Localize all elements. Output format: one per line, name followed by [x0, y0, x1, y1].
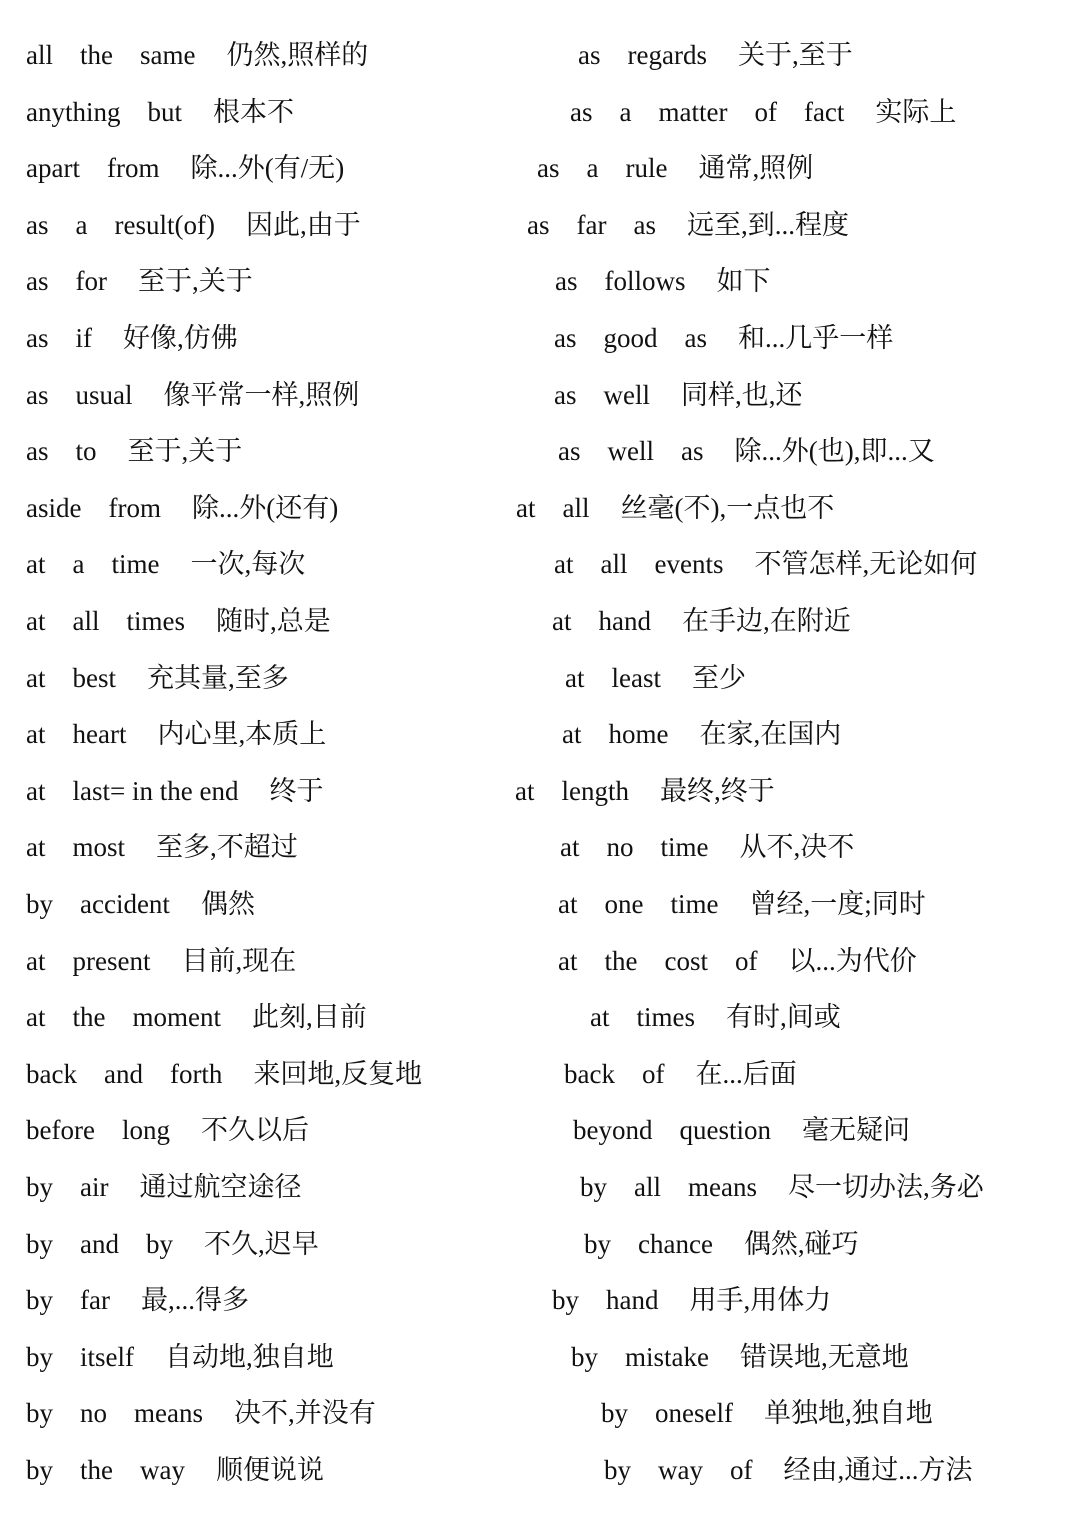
phrase-row	[0, 763, 1080, 819]
chinese-meaning: 经由,通过...方法	[783, 1455, 973, 1485]
english-word: if	[75, 323, 92, 353]
chinese-meaning: 因此,由于	[245, 209, 361, 240]
chinese-meaning: 以...为代价	[788, 945, 917, 976]
chinese-meaning: 除...外(也),即...又	[734, 436, 935, 467]
chinese-meaning: 不管怎样,无论如何	[754, 549, 978, 580]
english-word: at	[515, 775, 535, 806]
chinese-meaning: 充其量,至多	[147, 662, 289, 693]
english-word: but	[147, 96, 183, 127]
left-phrase-entry	[26, 1442, 324, 1498]
english-word: one	[604, 889, 644, 919]
english-word: at	[26, 945, 46, 976]
left-phrase-entry	[26, 650, 289, 706]
english-word: as	[555, 266, 578, 297]
english-word: at	[26, 549, 46, 580]
chinese-meaning: 不久,迟早	[203, 1228, 319, 1259]
phrase-row	[0, 1385, 1080, 1441]
chinese-meaning: 自动地,独自地	[165, 1341, 334, 1372]
right-phrase-entry	[558, 876, 926, 932]
english-word: by	[571, 1341, 598, 1372]
english-word: a	[75, 209, 88, 240]
chinese-meaning: 同样,也,还	[681, 379, 803, 410]
english-word: at	[26, 1002, 46, 1033]
left-phrase-entry	[26, 423, 242, 479]
phrase-row	[0, 1216, 1080, 1272]
english-word: least	[611, 662, 661, 693]
english-word: as	[527, 209, 550, 240]
english-word: as	[578, 40, 601, 70]
chinese-meaning: 此刻,目前	[252, 1002, 367, 1033]
english-word: good	[603, 323, 658, 353]
english-word: as	[633, 209, 656, 240]
english-word: follows	[604, 266, 686, 297]
english-word: at	[26, 606, 46, 636]
english-word: by	[584, 1228, 611, 1259]
english-word: as	[681, 436, 704, 467]
english-word: at	[26, 662, 46, 693]
chinese-meaning: 在...后面	[695, 1058, 797, 1089]
left-phrase-entry	[26, 480, 338, 536]
left-phrase-entry	[26, 536, 305, 592]
english-word: question	[679, 1115, 771, 1146]
english-word: by	[580, 1172, 607, 1202]
english-word: air	[80, 1172, 109, 1202]
english-word: all	[634, 1172, 661, 1202]
chinese-meaning: 至多,不超过	[156, 832, 298, 863]
english-word: hand	[598, 606, 651, 636]
chinese-meaning: 根本不	[213, 96, 295, 127]
chinese-meaning: 至于,关于	[127, 436, 243, 467]
left-phrase-entry	[26, 197, 361, 253]
english-word: regards	[627, 40, 707, 70]
chinese-meaning: 丝毫(不),一点也不	[620, 492, 835, 523]
english-word: by	[26, 1228, 53, 1259]
right-phrase-entry	[515, 763, 775, 819]
english-word: for	[75, 266, 107, 297]
english-word: most	[72, 832, 126, 863]
chinese-meaning: 通常,照例	[698, 153, 814, 184]
english-word: as	[558, 436, 581, 467]
english-word: moment	[132, 1002, 221, 1033]
phrase-row	[0, 650, 1080, 706]
left-phrase-entry	[26, 367, 359, 423]
left-phrase-entry	[26, 876, 255, 932]
chinese-meaning: 决不,并没有	[233, 1398, 376, 1429]
phrase-row	[0, 253, 1080, 309]
english-word: itself	[80, 1341, 134, 1372]
phrase-row	[0, 27, 1080, 83]
english-word: oneself	[655, 1398, 733, 1429]
english-word: the	[604, 945, 638, 976]
phrase-row	[0, 84, 1080, 140]
english-word: time	[111, 549, 160, 580]
chinese-meaning: 从不,决不	[739, 832, 855, 863]
english-word: the	[72, 1002, 106, 1033]
chinese-meaning: 实际上	[875, 96, 957, 127]
chinese-meaning: 终于	[269, 775, 324, 806]
english-word: as	[554, 379, 577, 410]
right-phrase-entry	[558, 423, 935, 479]
english-word: forth	[169, 1058, 223, 1089]
phrase-row	[0, 819, 1080, 875]
chinese-meaning: 像平常一样,照例	[163, 379, 360, 410]
english-word: a	[586, 153, 599, 184]
english-word: all	[600, 549, 628, 580]
english-word: beyond	[573, 1115, 653, 1146]
left-phrase-entry	[26, 1272, 249, 1328]
phrase-row	[0, 989, 1080, 1045]
right-phrase-entry	[552, 593, 851, 649]
phrase-row	[0, 140, 1080, 196]
english-word: matter	[658, 96, 728, 127]
english-word: result(of)	[114, 209, 215, 240]
right-phrase-entry	[537, 140, 813, 196]
english-word: all	[72, 606, 100, 636]
phrase-row	[0, 367, 1080, 423]
right-phrase-entry	[562, 706, 841, 762]
left-phrase-entry	[26, 819, 298, 875]
english-word: a	[619, 96, 632, 127]
right-phrase-entry	[527, 197, 849, 253]
english-word: the	[80, 1455, 113, 1485]
chinese-meaning: 偶然	[200, 889, 255, 919]
left-phrase-entry	[26, 1216, 319, 1272]
chinese-meaning: 远至,到...程度	[686, 209, 849, 240]
chinese-meaning: 曾经,一度;同时	[749, 889, 926, 919]
english-word: of	[735, 945, 758, 976]
english-word: hand	[606, 1285, 659, 1316]
english-word: usual	[75, 379, 133, 410]
chinese-meaning: 来回地,反复地	[253, 1058, 423, 1089]
english-word: to	[75, 436, 97, 467]
left-phrase-entry	[26, 1329, 334, 1385]
english-word: cost	[664, 945, 708, 976]
english-word: way	[658, 1455, 703, 1485]
english-word: means	[688, 1172, 757, 1202]
chinese-meaning: 在手边,在附近	[681, 606, 851, 636]
english-word: as	[684, 323, 707, 353]
phrase-row	[0, 1102, 1080, 1158]
english-word: heart	[72, 719, 127, 750]
english-word: at	[562, 719, 582, 750]
chinese-meaning: 最终,终于	[660, 775, 775, 806]
english-word: by	[26, 1398, 53, 1429]
right-phrase-entry	[565, 650, 746, 706]
english-word: anything	[26, 96, 121, 127]
right-phrase-entry	[571, 1329, 909, 1385]
chinese-meaning: 错误地,无意地	[739, 1341, 909, 1372]
english-word: means	[134, 1398, 203, 1429]
chinese-meaning: 毫无疑问	[801, 1115, 910, 1146]
chinese-meaning: 关于,至于	[737, 40, 853, 70]
english-word: last= in the end	[72, 775, 239, 806]
chinese-meaning: 至于,关于	[137, 266, 253, 297]
phrase-row	[0, 933, 1080, 989]
english-word: as	[570, 96, 593, 127]
left-phrase-entry	[26, 1102, 309, 1158]
left-phrase-entry	[26, 1159, 301, 1215]
english-word: back	[26, 1058, 77, 1089]
right-phrase-entry	[552, 1272, 831, 1328]
english-word: at	[558, 945, 578, 976]
english-word: chance	[638, 1228, 713, 1259]
phrase-row	[0, 1272, 1080, 1328]
right-phrase-entry	[584, 1216, 859, 1272]
chinese-meaning: 有时,间或	[726, 1002, 841, 1033]
english-word: by	[26, 889, 53, 919]
chinese-meaning: 偶然,碰巧	[743, 1228, 859, 1259]
chinese-meaning: 不久以后	[200, 1115, 309, 1146]
chinese-meaning: 目前,现在	[181, 945, 297, 976]
chinese-meaning: 顺便说说	[215, 1455, 324, 1485]
phrase-row	[0, 310, 1080, 366]
phrase-row	[0, 1329, 1080, 1385]
english-word: home	[608, 719, 669, 750]
phrase-row	[0, 593, 1080, 649]
english-word: at	[560, 832, 580, 863]
english-word: at	[590, 1002, 610, 1033]
english-word: rule	[625, 153, 668, 184]
english-word: time	[660, 832, 709, 863]
english-word: by	[552, 1285, 579, 1316]
english-word: of	[754, 96, 777, 127]
english-word: present	[72, 945, 151, 976]
chinese-meaning: 尽一切办法,务必	[787, 1172, 984, 1202]
english-word: mistake	[625, 1341, 709, 1372]
english-word: same	[140, 40, 196, 70]
english-word: long	[121, 1115, 170, 1146]
right-phrase-entry	[516, 480, 834, 536]
phrase-row	[0, 536, 1080, 592]
phrase-row	[0, 480, 1080, 536]
english-word: by	[26, 1285, 53, 1316]
left-phrase-entry	[26, 1046, 422, 1102]
english-word: at	[558, 889, 578, 919]
english-word: far	[80, 1285, 110, 1316]
english-word: by	[145, 1228, 173, 1259]
phrase-row	[0, 1442, 1080, 1498]
chinese-meaning: 如下	[716, 266, 771, 297]
english-word: a	[72, 549, 85, 580]
chinese-meaning: 通过航空途径	[139, 1172, 302, 1202]
english-word: at	[516, 492, 536, 523]
english-word: way	[140, 1455, 185, 1485]
right-phrase-entry	[554, 367, 803, 423]
english-word: the	[80, 40, 113, 70]
chinese-meaning: 除...外(还有)	[191, 492, 339, 523]
phrase-row	[0, 876, 1080, 932]
phrase-row	[0, 197, 1080, 253]
left-phrase-entry	[26, 933, 296, 989]
english-word: all	[26, 40, 53, 70]
right-phrase-entry	[580, 1159, 984, 1215]
english-word: as	[26, 266, 49, 297]
phrase-row	[0, 1159, 1080, 1215]
english-word: of	[729, 1455, 753, 1485]
english-word: as	[26, 323, 49, 353]
right-phrase-entry	[564, 1046, 797, 1102]
left-phrase-entry	[26, 1385, 376, 1441]
chinese-meaning: 和...几乎一样	[738, 323, 894, 353]
english-word: at	[26, 832, 46, 863]
english-word: by	[26, 1455, 53, 1485]
english-word: by	[26, 1172, 53, 1202]
english-word: at	[26, 719, 46, 750]
english-word: no	[606, 832, 634, 863]
chinese-meaning: 除...外(有/无)	[190, 153, 345, 184]
right-phrase-entry	[570, 84, 956, 140]
right-phrase-entry	[604, 1442, 972, 1498]
english-word: by	[604, 1455, 631, 1485]
chinese-meaning: 好像,仿佛	[123, 323, 238, 353]
english-word: as	[537, 153, 560, 184]
left-phrase-entry	[26, 27, 368, 83]
chinese-meaning: 仍然,照样的	[226, 40, 369, 70]
right-phrase-entry	[554, 310, 893, 366]
english-word: as	[554, 323, 577, 353]
english-word: at	[552, 606, 572, 636]
english-word: far	[576, 209, 607, 240]
right-phrase-entry	[554, 536, 977, 592]
english-word: back	[564, 1058, 615, 1089]
english-word: of	[641, 1058, 665, 1089]
left-phrase-entry	[26, 706, 326, 762]
english-word: length	[561, 775, 629, 806]
english-word: at	[26, 775, 46, 806]
english-word: time	[670, 889, 719, 919]
right-phrase-entry	[558, 933, 917, 989]
chinese-meaning: 随时,总是	[216, 606, 331, 636]
english-word: at	[554, 549, 574, 580]
english-word: as	[26, 209, 49, 240]
phrase-row	[0, 1046, 1080, 1102]
left-phrase-entry	[26, 253, 253, 309]
english-word: all	[562, 492, 590, 523]
english-word: times	[636, 1002, 695, 1033]
chinese-meaning: 至少	[691, 662, 746, 693]
english-word: by	[26, 1341, 53, 1372]
english-word: best	[72, 662, 116, 693]
chinese-meaning: 单独地,独自地	[763, 1398, 933, 1429]
english-word: and	[80, 1228, 119, 1259]
english-word: and	[103, 1058, 143, 1089]
chinese-meaning: 在家,在国内	[699, 719, 842, 750]
left-phrase-entry	[26, 989, 367, 1045]
phrase-row	[0, 706, 1080, 762]
english-word: as	[26, 379, 49, 410]
phrase-row	[0, 423, 1080, 479]
english-word: fact	[803, 96, 845, 127]
english-word: at	[565, 662, 585, 693]
english-word: well	[603, 379, 650, 410]
left-phrase-entry	[26, 310, 238, 366]
english-word: from	[108, 492, 161, 523]
left-phrase-entry	[26, 593, 331, 649]
english-word: no	[80, 1398, 107, 1429]
english-word: events	[654, 549, 724, 580]
english-word: aside	[26, 492, 82, 523]
english-word: well	[607, 436, 654, 467]
english-word: as	[26, 436, 49, 467]
english-word: apart	[26, 153, 80, 184]
english-word: from	[106, 153, 160, 184]
english-word: by	[601, 1398, 628, 1429]
english-word: times	[126, 606, 185, 636]
right-phrase-entry	[590, 989, 841, 1045]
right-phrase-entry	[555, 253, 771, 309]
english-word: accident	[80, 889, 170, 919]
chinese-meaning: 一次,每次	[190, 549, 306, 580]
right-phrase-entry	[578, 27, 853, 83]
left-phrase-entry	[26, 84, 294, 140]
chinese-meaning: 用手,用体力	[689, 1285, 832, 1316]
left-phrase-entry	[26, 140, 344, 196]
right-phrase-entry	[560, 819, 854, 875]
right-phrase-entry	[573, 1102, 910, 1158]
right-phrase-entry	[601, 1385, 933, 1441]
left-phrase-entry	[26, 763, 323, 819]
chinese-meaning: 内心里,本质上	[157, 719, 327, 750]
chinese-meaning: 最,...得多	[140, 1285, 249, 1316]
english-word: before	[26, 1115, 95, 1146]
